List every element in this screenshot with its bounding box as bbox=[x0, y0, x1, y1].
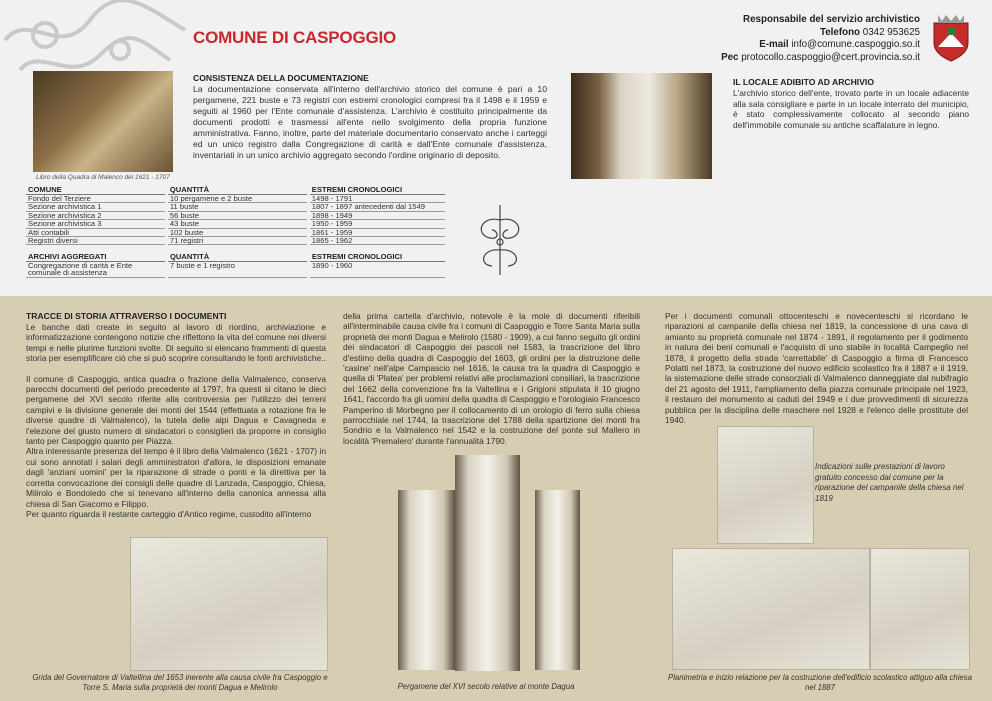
flourish-ornament-icon bbox=[470, 200, 530, 280]
pec-label: Pec bbox=[721, 51, 739, 63]
phone-label: Telefono bbox=[819, 26, 861, 38]
book-photo bbox=[33, 71, 173, 172]
comune-table bbox=[26, 186, 445, 245]
table-cell: 1807 - 1897 antecedenti dal 1549 bbox=[310, 203, 445, 211]
planimetria-document-photo bbox=[672, 548, 870, 670]
table-cell: 56 buste bbox=[168, 211, 307, 219]
table-row bbox=[26, 228, 445, 236]
paragraph: Altra interessante presenza del tempo è il libro della Valmalenco (1621 - 1707) in cui sono annotati i salari degli amministratori d'allora, le disposizioni emanate dagli 'anziani uomini' per la riparazione di strade o ponti e la direttiva per la corretta convocazione dei consigli delle quadre di Lanzada, Caspoggio, Chiesa, Milirolo e Bondoledo che si tenevano all'interno della canonica annessa alla chiesa di San Giacomo e Filippo. bbox=[26, 446, 326, 509]
locale-heading: IL LOCALE ADIBITO AD ARCHIVIO bbox=[733, 77, 875, 87]
parchment-photo bbox=[455, 455, 520, 671]
table-cell: Sezione archivistica 2 bbox=[26, 211, 165, 219]
tracce-column-2: della prima cartella d'archivio, notevole è la mole di documenti riferibili all'interminabile causa civile fra i comuni di Caspoggio e Torre Santa Maria sulla proprietà dei monti Dagua e Melirolo (1580 - 1909), a cui fanno seguito gli ordini dei sindacatori di Caspoggio dei pascoli nel 1583, la trascrizione del libro d'estimo della quadra di Caspoggio del 1603, gli ordini per la distruzione delle 'casine' nell'alpe Campascio nel 1616, la causa tra la quadra di Caspoggio e quella di 'Platea' per problemi relativi alle proclamazioni consiliari, la trascrizione del 1662 della convenzione fra la Valtellina e i Grigioni stipulata il 10 giugno 1641, l'accordo fra gli uomini della quadra di Caspoggio e l'orologiaio Francesco Pamperino di Morbegno per il collocamento di un orologio di ferro sulla chiesa parrocchiale nel 1744, la trascrizione del 1788 della spartizione dei monti fra Sondrio e la Valmalenco nel 1542 e la costruzione del ponte sul Mallero in località 'Premalero' durante l'annualità 1790. bbox=[343, 311, 640, 446]
grida-document-photo bbox=[130, 537, 328, 671]
table-cell: Atti contabili bbox=[26, 228, 165, 236]
table-header: QUANTITÀ bbox=[168, 253, 307, 262]
tracce-heading: TRACCE DI STORIA ATTRAVERSO I DOCUMENTI bbox=[26, 311, 227, 321]
contact-block bbox=[721, 14, 920, 64]
parchment-photo bbox=[398, 490, 455, 670]
archivi-aggregati-table bbox=[26, 253, 445, 278]
coat-of-arms-icon bbox=[930, 13, 972, 63]
table-cell: 102 buste bbox=[168, 228, 307, 236]
planimetria-caption: Planimetria e inizio relazione per la costruzione dell'edificio scolastico attiguo alla chiesa nel 1887 bbox=[668, 673, 972, 692]
pec-link[interactable]: protocollo.caspoggio@cert.provincia.so.it bbox=[741, 51, 920, 63]
table-header: QUANTITÀ bbox=[168, 186, 307, 195]
email-label: E-mail bbox=[759, 39, 789, 50]
table-cell: 1861 - 1959 bbox=[310, 228, 445, 236]
table-header: ESTREMI CRONOLOGICI bbox=[310, 186, 445, 195]
table-cell: Fondo del Terziere bbox=[26, 195, 165, 203]
table-header: ESTREMI CRONOLOGICI bbox=[310, 253, 445, 262]
table-cell: 1890 - 1960 bbox=[310, 262, 445, 278]
campanile-document-photo bbox=[717, 426, 814, 544]
parchment-photo bbox=[535, 490, 580, 670]
phone-number: 0342 953625 bbox=[862, 26, 920, 38]
table-cell: 1950 - 1959 bbox=[310, 220, 445, 228]
paragraph: Le banche dati create in seguito al lavoro di riordino, archiviazione e informatizzazione contengono notizie che riflettono la vita del comune nei diversi tempi e nelle plurime funzioni svolte. Di seguito si elencano frammenti di questa storia per esemplificare ciò che si può scoprire consultando le fonti archivistiche.. bbox=[26, 322, 326, 364]
page-title: COMUNE DI CASPOGGIO bbox=[193, 28, 397, 47]
table-cell: 1898 - 1949 bbox=[310, 211, 445, 219]
table-row bbox=[26, 220, 445, 228]
consistenza-heading: CONSISTENZA DELLA DOCUMENTAZIONE bbox=[193, 73, 369, 83]
consistenza-text: La documentazione conservata all'interno dell'archivio storico del comune è pari a 10 pergamene, 221 buste e 73 registri con estremi cronologici compresi fra il 1498 e il 1959 e seguiti al 1960 per l'Ente comunale d'assistenza. L'archivio è costituito principalmente da documenti prodotti e trasmessi all'ente nello svolgimento della propria funzione amministrativa. Fanno, inoltre, parte del materiale documentario conservato anche i carteggi ed un unico registro dalla Congregazione di carità e dall'Ente comunale d'assistenza, inventariati in un unico archivio aggregato secondo l'ordine originario di deposito. bbox=[193, 84, 547, 160]
table-cell: 11 buste bbox=[168, 203, 307, 211]
indicazioni-caption: Indicazioni sulle prestazioni di lavoro gratuito concesso dal comune per la riparazione del campanile della chiesa nel 1819 bbox=[815, 462, 964, 503]
relazione-document-photo bbox=[870, 548, 970, 670]
table-cell: Congregazione di carità e Ente comunale di assistenza bbox=[26, 262, 165, 278]
pergamene-caption: Pergamene del XVI secolo relative al monte Dagua bbox=[397, 682, 575, 691]
book-caption: Libro della Quadra di Malenco del 1621 - 1707 bbox=[36, 174, 170, 181]
contact-role: Responsabile del servizio archivistico bbox=[743, 14, 920, 25]
grida-caption: Grida del Governatore di Valtellina del 1653 inerente alla causa civile fra Caspoggio e Torre S. Maria sulla proprietà dei monti Dagua e Melirolo bbox=[32, 673, 328, 692]
paragraph: Il comune di Caspoggio, antica quadra o frazione della Valmalenco, conserva parecchi documenti del periodo precedente al 1797, fra questi si citano le dieci pergamene del XVI secolo riferite alla controversia per l'utilizzo dei terreni campivi e la divisione generale dei monti del 1544 (effettuata a rotazione fra le diverse quadre di Valmalenco), la tutela delle alpi Dagua e Cavagneda e l'elezione del giusto numero di sindacatori o consiglieri da proporre in consiglio tanto per Caspoggio quanto per Piazza. bbox=[26, 373, 326, 447]
table-cell: 7 buste e 1 registro bbox=[168, 262, 307, 278]
table-cell: 43 buste bbox=[168, 220, 307, 228]
table-cell: 10 pergamene e 2 buste bbox=[168, 195, 307, 203]
table-row bbox=[26, 237, 445, 245]
table-cell: 1498 - 1791 bbox=[310, 195, 445, 203]
email-link[interactable]: info@comune.caspoggio.so.it bbox=[791, 39, 920, 50]
archive-shelves-photo bbox=[571, 73, 712, 179]
table-row bbox=[26, 262, 445, 278]
table-header: COMUNE bbox=[26, 186, 165, 195]
table-cell: Sezione archivistica 3 bbox=[26, 220, 165, 228]
table-cell: Registri diversi bbox=[26, 237, 165, 245]
paragraph: Per quanto riguarda il restante carteggio d'Antico regime, custodito all'interno bbox=[26, 508, 312, 519]
table-header: ARCHIVI AGGREGATI bbox=[26, 253, 165, 262]
table-cell: 1865 - 1962 bbox=[310, 237, 445, 245]
table-cell: 71 registri bbox=[168, 237, 307, 245]
table-cell: Sezione archivistica 1 bbox=[26, 203, 165, 211]
tracce-column-1 bbox=[26, 322, 326, 519]
tracce-column-3: Per i documenti comunali ottocenteschi e novecenteschi si ricordano le riparazioni al campanile della chiesa nel 1819, la concessione di una cava di amianto su proprietà comunale nel 1874 - 1891, il regolamento per il godimento in natura dei beni comunali e l'acquisto di uno stabile in località Campeglio nel 1878, il progetto della strada 'carrettabile' di Caspoggio a firma di Francesco Polatti nel 1873, la costruzione del nuovo edificio scolastico fra il 1887 e il 1919, la sistemazione delle strade consorziali di Valmalenco danneggiate dal nubifragio del 21 agosto del 1911, l'ampliamento della piazza comunale principale nel 1923, il restauro del monumento ai caduti del 1949 e i due provvedimenti di sicurezza pubblica per la disciplina delle maschere nel 1928 e l'elenco delle prostitute del 1940. bbox=[665, 311, 968, 426]
locale-text: L'archivio storico dell'ente, trovato parte in un locale adiacente alla sala consigliare e parte in un locale interrato del municipio, è stato complessivamente collocato al secondo piano dell'immobile comunale su antiche scaffalature in legno. bbox=[733, 88, 969, 130]
